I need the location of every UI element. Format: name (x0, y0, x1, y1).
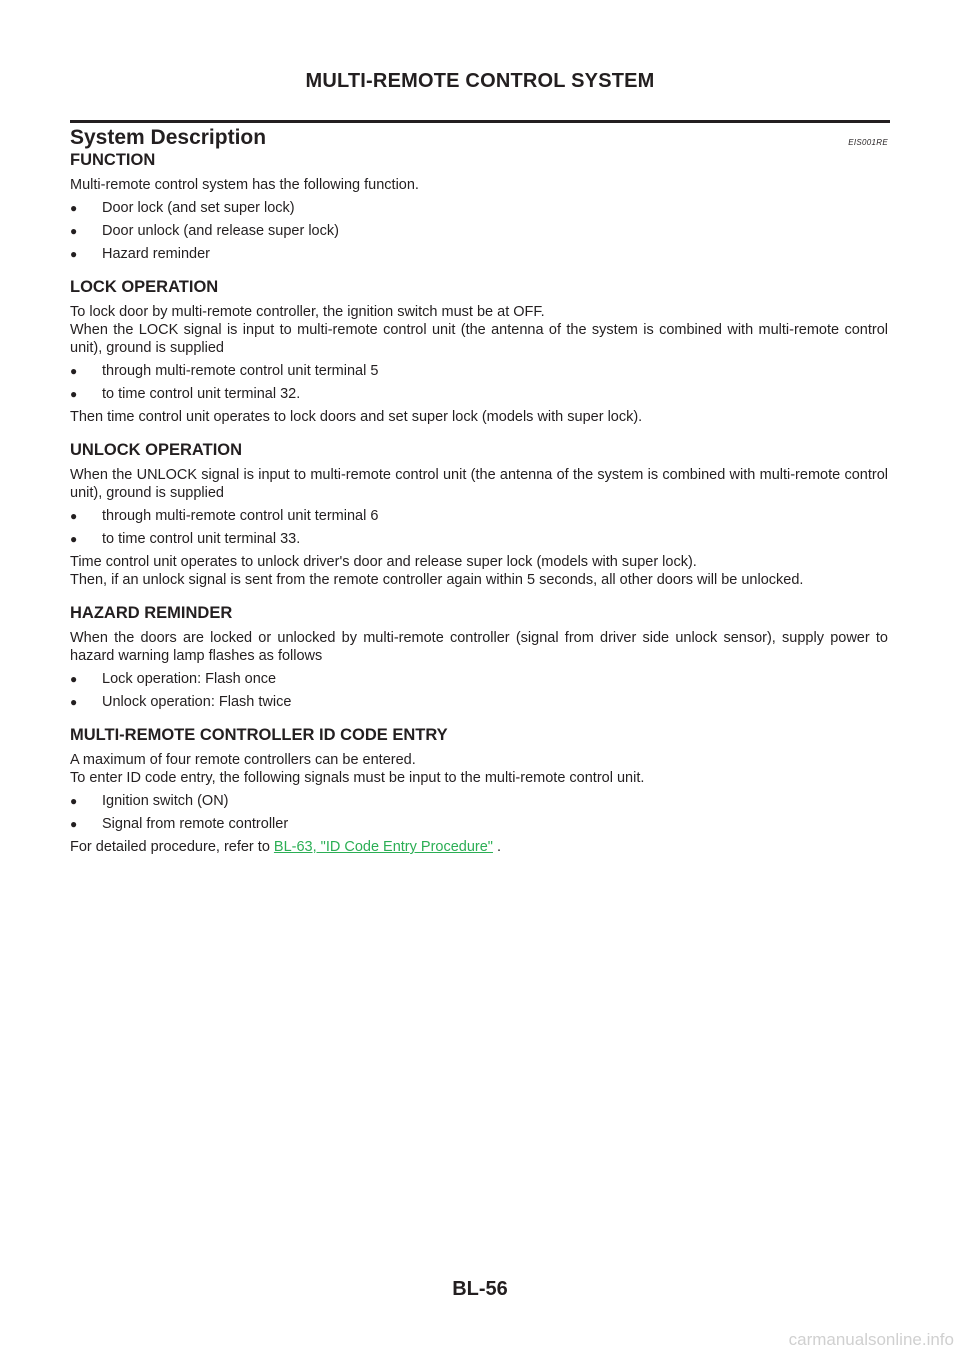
bullet-icon: ● (70, 224, 78, 238)
list-item: ● through multi-remote control unit terminal 5 (70, 363, 379, 379)
list-item: ● through multi-remote control unit terminal 6 (70, 508, 379, 524)
hazard-para-1: When the doors are locked or unlocked by multi-remote controller (signal from driver side unlock sensor), supply power to hazard warning lamp flashes as follows (70, 630, 888, 664)
id-code-entry-title: MULTI-REMOTE CONTROLLER ID CODE ENTRY (70, 726, 448, 744)
idcode-list (70, 792, 888, 833)
unlock-para-1: When the UNLOCK signal is input to multi-remote control unit (the antenna of the system is combined with multi-remote control unit), ground is supplied (70, 467, 888, 501)
function-list (70, 199, 888, 263)
header-divider (70, 120, 890, 123)
bullet-icon: ● (70, 387, 78, 401)
hazard-list (70, 670, 888, 711)
lock-para-2: When the LOCK signal is input to multi-remote control unit (the antenna of the system is combined with multi-remote control unit), ground is supplied (70, 322, 888, 356)
list-item: ● Hazard reminder (70, 246, 210, 262)
list-item: ● Door lock (and set super lock) (70, 200, 295, 216)
hazard-reminder-title: HAZARD REMINDER (70, 604, 233, 622)
id-code-procedure-link[interactable]: BL-63, "ID Code Entry Procedure" (273, 839, 493, 855)
function-title: FUNCTION (70, 151, 156, 169)
bullet-icon: ● (70, 817, 78, 831)
bullet-icon: ● (70, 509, 78, 523)
unlock-operation-title: UNLOCK OPERATION (70, 441, 243, 459)
document-body (70, 124, 888, 856)
bullet-icon: ● (70, 201, 78, 215)
idcode-para-1: A maximum of four remote controllers can be entered. (70, 752, 416, 768)
list-item: ● to time control unit terminal 32. (70, 386, 301, 402)
unlock-after-2: Then, if an unlock signal is sent from the remote controller again within 5 seconds, all other doors will be unlocked. (70, 572, 804, 588)
idcode-para-2: To enter ID code entry, the following signals must be input to the multi-remote control unit. (70, 770, 645, 786)
list-item: ● Signal from remote controller (70, 816, 289, 832)
bullet-icon: ● (70, 247, 78, 261)
function-intro: Multi-remote control system has the following function. (70, 177, 419, 193)
page-header: MULTI-REMOTE CONTROL SYSTEM (305, 70, 655, 92)
bullet-icon: ● (70, 364, 78, 378)
idcode-reference: For detailed procedure, refer to BL-63, "ID Code Entry Procedure" . (70, 839, 502, 855)
bullet-icon: ● (70, 695, 78, 709)
watermark: carmanualsonline.info (788, 1330, 954, 1349)
section-heading (70, 124, 888, 152)
bullet-icon: ● (70, 532, 78, 546)
lock-para-1: To lock door by multi-remote controller, the ignition switch must be at OFF. (70, 304, 545, 320)
unlock-after-1: Time control unit operates to unlock driver's door and release super lock (models with super lock). (70, 554, 697, 570)
page-number: BL-56 (452, 1278, 508, 1300)
bullet-icon: ● (70, 794, 78, 808)
list-item: ● Unlock operation: Flash twice (70, 694, 292, 710)
section-title: System Description (70, 126, 267, 149)
list-item: ● Lock operation: Flash once (70, 671, 277, 687)
list-item: ● Door unlock (and release super lock) (70, 223, 339, 239)
lock-after: Then time control unit operates to lock doors and set super lock (models with super lock). (70, 409, 643, 425)
lock-list (70, 362, 888, 403)
lock-operation-title: LOCK OPERATION (70, 278, 219, 296)
reference-code: EIS001RE (848, 138, 888, 147)
bullet-icon: ● (70, 672, 78, 686)
list-item: ● Ignition switch (ON) (70, 793, 229, 809)
unlock-list (70, 507, 888, 548)
list-item: ● to time control unit terminal 33. (70, 531, 301, 547)
